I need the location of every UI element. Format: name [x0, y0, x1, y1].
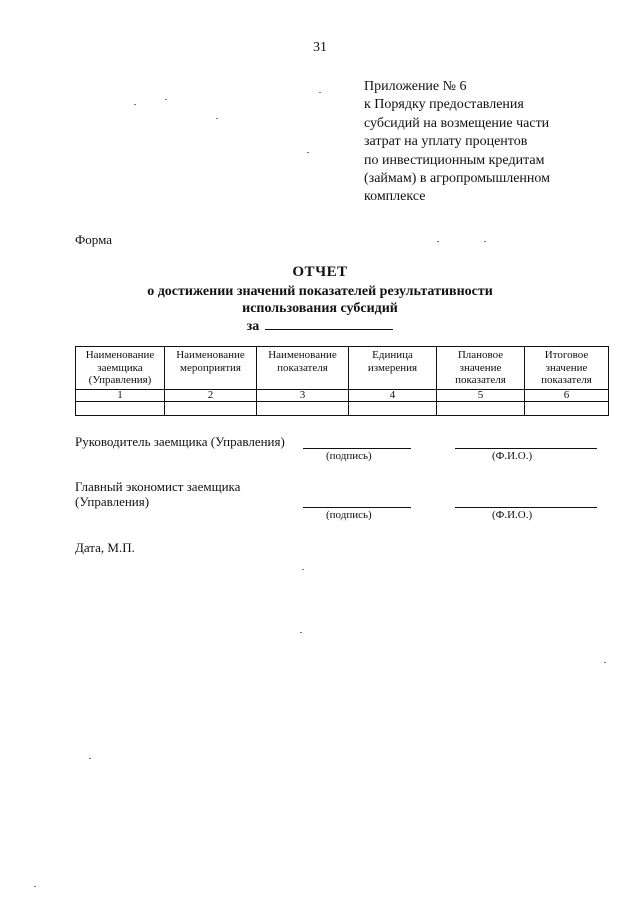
- name-caption: (Ф.И.О.): [492, 450, 533, 462]
- appendix-line: субсидий на возмещение части: [364, 115, 550, 131]
- form-label: Форма: [75, 232, 112, 247]
- signature-caption: (подпись): [326, 509, 372, 521]
- name-line: [455, 507, 597, 508]
- table-header-cell: Наименование заемщика (Управления): [76, 347, 165, 390]
- signatory-label-head: Руководитель заемщика (Управления): [75, 434, 285, 449]
- scan-speck: [437, 241, 439, 242]
- scan-speck: [216, 118, 218, 119]
- table-header-cell: Наименование мероприятия: [165, 347, 257, 390]
- signature-caption: (подпись): [326, 450, 372, 462]
- scan-speck: [484, 241, 486, 242]
- signature-line: [303, 507, 411, 508]
- scan-speck: [604, 662, 606, 663]
- scan-speck: [319, 92, 321, 93]
- table-cell: 4: [349, 390, 437, 402]
- table-cell: [437, 402, 525, 416]
- appendix-line: комплексе: [364, 189, 426, 205]
- date-stamp-label: Дата, М.П.: [75, 540, 135, 555]
- scan-speck: [302, 569, 304, 570]
- scan-speck: [134, 104, 136, 105]
- scan-speck: [165, 99, 167, 100]
- appendix-line: затрат на уплату процентов: [364, 134, 528, 150]
- table-cell: 1: [76, 390, 165, 402]
- appendix-line: по инвестиционным кредитам: [364, 152, 545, 168]
- report-title: ОТЧЕТ: [292, 264, 348, 280]
- name-line: [455, 448, 597, 449]
- table-cell: 5: [437, 390, 525, 402]
- scan-speck: [300, 632, 302, 633]
- scan-speck: [34, 886, 36, 887]
- signatory-label-economist: Главный экономист заемщика (Управления): [75, 479, 241, 509]
- name-caption: (Ф.И.О.): [492, 509, 533, 521]
- table-number-row: [76, 390, 609, 402]
- table-cell: 2: [165, 390, 257, 402]
- table-cell: 6: [525, 390, 609, 402]
- table-cell: 3: [257, 390, 349, 402]
- period-blank-line: [265, 318, 393, 330]
- report-subtitle-line2: использования субсидий: [242, 301, 398, 316]
- table-cell: [76, 402, 165, 416]
- table-header-cell: Единица измерения: [349, 347, 437, 390]
- appendix-line: к Порядку предоставления: [364, 97, 524, 113]
- table-header-cell: Наименование показателя: [257, 347, 349, 390]
- period-prefix: за: [246, 319, 260, 334]
- table-header-cell: Итоговое значение показателя: [525, 347, 609, 390]
- table-empty-row: [76, 402, 609, 416]
- scan-speck: [89, 758, 91, 759]
- appendix-line: (займам) в агропромышленном: [364, 171, 551, 187]
- table-cell: [257, 402, 349, 416]
- indicators-table: [75, 346, 609, 416]
- appendix-line: Приложение № 6: [364, 79, 467, 94]
- appendix-note: [364, 78, 624, 207]
- signature-line: [303, 448, 411, 449]
- table-cell: [349, 402, 437, 416]
- report-subtitle-line1: о достижении значений показателей результативности: [147, 284, 493, 299]
- scan-speck: [307, 152, 309, 153]
- table-header-row: [76, 347, 609, 390]
- report-period: [0, 318, 640, 335]
- table-header-cell: Плановое значение показателя: [437, 347, 525, 390]
- table-cell: [165, 402, 257, 416]
- page-number: 31: [313, 40, 327, 55]
- table-cell: [525, 402, 609, 416]
